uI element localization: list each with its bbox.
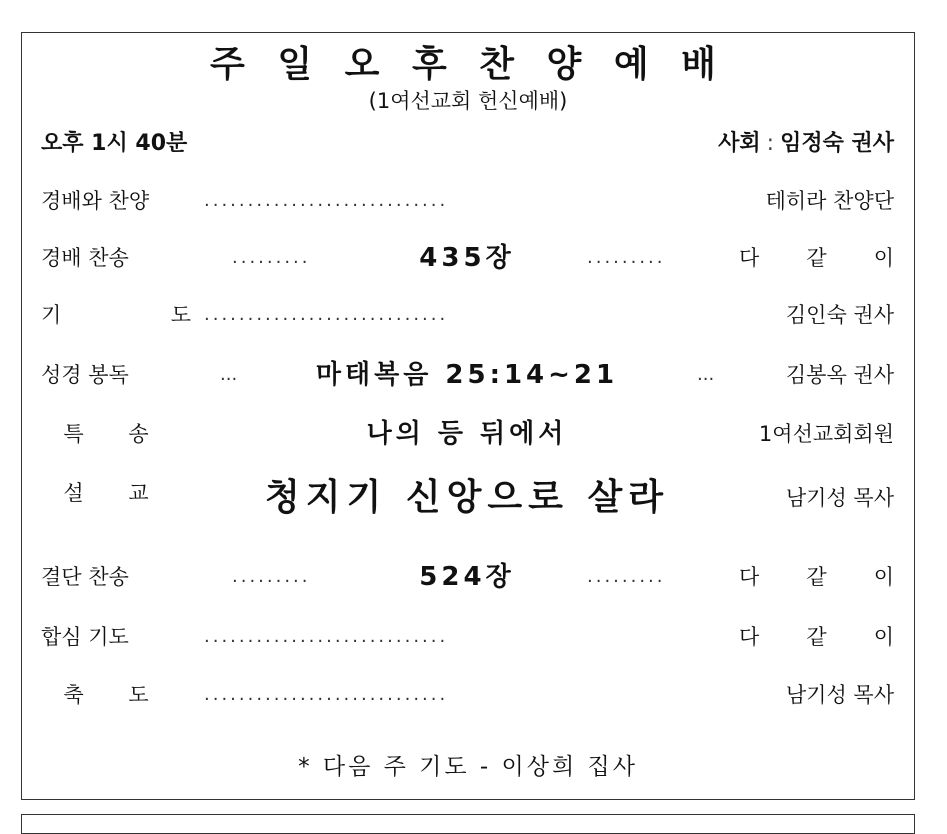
person-char: 이: [873, 246, 894, 270]
order-row-sermon: [22, 473, 914, 523]
service-subtitle: (1여선교회 헌신예배): [368, 89, 568, 113]
person-char: 같: [806, 625, 827, 649]
order-row-benediction: [22, 675, 914, 715]
order-person: [739, 617, 894, 657]
service-time: 오후 1시 40분: [41, 131, 188, 156]
leader-dots-left: .........: [232, 247, 311, 268]
order-person: 테히라 찬양단: [765, 189, 894, 213]
hymn-number: 435장: [419, 243, 515, 273]
hymn-number: 524장: [419, 562, 515, 592]
order-person: 1여선교회회원: [758, 422, 894, 446]
order-person: 남기성 목사: [785, 486, 894, 510]
person-char: 같: [806, 565, 827, 589]
leader-dots-right: ...: [697, 364, 715, 385]
order-person: [739, 238, 894, 278]
person-char: 다: [739, 246, 760, 270]
person-char: 이: [873, 625, 894, 649]
label-char: 기: [41, 303, 62, 327]
label-char: 송: [128, 422, 149, 446]
service-leader: [718, 129, 894, 159]
leader-dots-right: .........: [587, 566, 666, 587]
person-char: 같: [806, 246, 827, 270]
label-char: 교: [128, 481, 149, 505]
order-row-worship-hymn: [22, 238, 914, 278]
leader-label: 사회: [718, 131, 761, 156]
order-label: 경배와 찬양: [41, 189, 150, 213]
label-char: 설: [63, 481, 84, 505]
order-person: 김봉옥 권사: [785, 363, 894, 387]
leader-name: 임정숙 권사: [780, 131, 894, 156]
leader-dots-left: ...: [220, 364, 238, 385]
order-row-decision-hymn: [22, 557, 914, 597]
worship-bulletin: [21, 32, 915, 800]
song-title: 나의 등 뒤에서: [366, 419, 568, 449]
leader-dots: ............................: [204, 190, 449, 211]
order-row-unison-prayer: [22, 617, 914, 657]
next-section-box: [21, 814, 915, 834]
leader-dots-left: .........: [232, 566, 311, 587]
order-label: [41, 295, 191, 335]
leader-dots-right: .........: [587, 247, 666, 268]
scripture-reference: 마태복음 25:14~21: [315, 360, 619, 390]
order-person: 남기성 목사: [785, 683, 894, 707]
label-char: 축: [63, 683, 84, 707]
order-label: 결단 찬송: [41, 565, 129, 589]
order-label: 경배 찬송: [41, 246, 129, 270]
order-label: [41, 414, 171, 454]
label-char: 도: [170, 303, 191, 327]
order-label: [41, 473, 171, 513]
order-person: [739, 557, 894, 597]
order-label: [41, 675, 171, 715]
leader-colon: :: [766, 131, 775, 156]
label-char: 특: [63, 422, 84, 446]
person-char: 다: [739, 625, 760, 649]
person-char: 이: [873, 565, 894, 589]
order-label: 성경 봉독: [41, 363, 129, 387]
service-title: 주 일 오 후 찬 양 예 배: [210, 44, 726, 85]
order-row-prayer: [22, 295, 914, 335]
leader-dots: ............................: [204, 304, 449, 325]
next-week-note: * 다음 주 기도 - 이상희 집사: [298, 754, 638, 780]
leader-dots: ............................: [204, 626, 449, 647]
order-row-special-song: [22, 414, 914, 454]
leader-dots: ............................: [204, 684, 449, 705]
order-row-scripture: [22, 355, 914, 395]
order-person: 김인숙 권사: [785, 303, 894, 327]
person-char: 다: [739, 565, 760, 589]
order-row-praise-worship: [22, 181, 914, 221]
sermon-title: 청지기 신앙으로 살라: [264, 477, 670, 518]
order-label: 합심 기도: [41, 625, 129, 649]
label-char: 도: [128, 683, 149, 707]
